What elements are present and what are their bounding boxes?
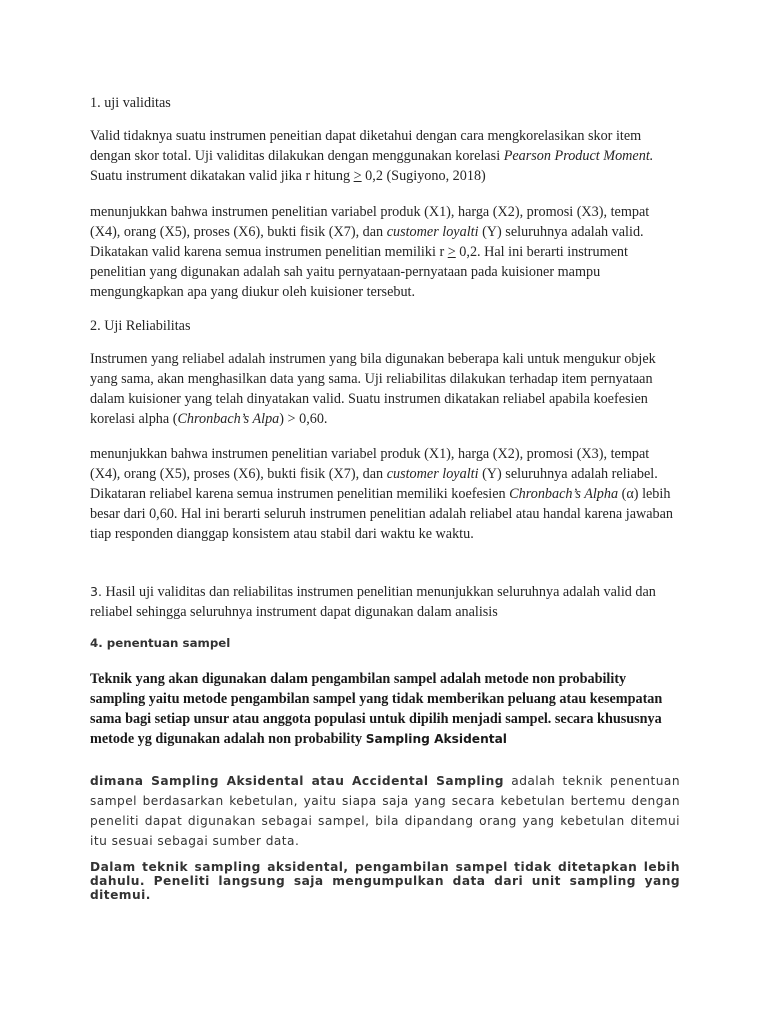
text-span: 0,2 (Sugiyono, 2018) xyxy=(361,168,486,184)
italic-term: Chronbach’s Alpa xyxy=(177,411,280,427)
italic-term: Chronbach’s Alpha xyxy=(509,486,619,502)
text-span: ) > 0,60. xyxy=(279,411,328,427)
italic-term: Pearson Product Moment. xyxy=(503,148,654,164)
section1-paragraph1 xyxy=(90,126,680,186)
section4-paragraph2: Dalam teknik sampling aksidental, pengambilan sampel tidak ditetapkan lebih dahulu. Peneliti langsung saja mengumpulkan data dari unit sampling yang ditemui. xyxy=(90,860,680,902)
text-span: (Y) seluruhnya adalah reliabel. Dikataran reliabel karena semua instrumen penelitian memiliki koefesien xyxy=(90,466,658,502)
text-span: 0,2. Hal ini berarti instrument penelitian yang digunakan adalah sah yaitu pernyataan-pernyataan pada kuisioner mampu mengungkapkan apa yang diukur oleh kuisioner tersebut. xyxy=(90,244,628,300)
section4-paragraph1 xyxy=(90,771,680,851)
bold-term: dimana Sampling Aksidental atau Accidental Sampling xyxy=(90,774,504,788)
ge-symbol: > xyxy=(353,168,362,184)
italic-term: customer loyalti xyxy=(386,224,479,240)
italic-term: customer loyalti xyxy=(386,466,479,482)
text-span: (Y) seluruhnya adalah valid. Dikatakan valid karena semua instrumen penelitian memiliki r xyxy=(90,224,644,260)
text-span: Teknik yang akan digunakan dalam pengambilan sampel adalah metode non probability sampling yaitu metode pengambilan sampel yang tidak memberikan peluang atau kesempatan sama bagi setiap unsur atau anggota populasi untuk dipilih menjadi sampel. secara khusus xyxy=(90,671,663,727)
text-span: menunjukkan bahwa instrumen penelitian variabel produk (X1), harga (X2), promosi (X3), tempat (X4), orang (X5), proses (X6), bukti fisik (X7), dan xyxy=(90,446,650,482)
text-span: (α) lebih besar dari 0,60. Hal ini berarti seluruh instrumen penelitian adalah reliabel atau handal karena jawaban tiap responden dianggap konsistem atau stabil dari waktu ke waktu. xyxy=(90,486,674,542)
text-span: Suatu instrument dikatakan valid jika r hitung xyxy=(90,168,354,184)
section2-paragraph1 xyxy=(90,349,680,429)
text-span: Valid tidaknya suatu instrumen peneitian dapat diketahui dengan cara mengkorelasikan skor item dengan skor total. Uji validitas dilakukan dengan menggunakan korelasi xyxy=(90,128,642,164)
section1-heading: 1. uji validitas xyxy=(90,95,171,111)
text-span: adalah teknik penentuan sampel berdasarkan kebetulan, yaitu siapa saja yang secara kebetulan bertemu dengan peneliti dapat digunakan sebagai sampel, bila dipandang orang yang kebetulan ditemui itu sesuai sebagai sumber data. xyxy=(90,774,680,848)
text-span: menunjukkan bahwa instrumen penelitian variabel produk (X1), harga (X2), promosi (X3), tempat (X4), orang (X5), proses (X6), bukti fisik (X7), dan xyxy=(90,204,650,240)
section2-paragraph2 xyxy=(90,444,680,544)
text-span: Hasil uji validitas dan reliabilitas instrumen penelitian menunjukkan seluruhnya adalah valid dan reliabel sehingga seluruhnya instrument dapat digunakan dalam analisis xyxy=(90,584,656,620)
section2-heading: 2. Uji Reliabilitas xyxy=(90,318,191,334)
text-span: nya metode yg digunakan adalah non probability xyxy=(90,711,662,747)
sampling-term: Sampling Aksidental xyxy=(365,732,507,746)
section4-heading: 4. penentuan sampel xyxy=(90,636,231,650)
section3-paragraph xyxy=(90,582,680,622)
section1-paragraph2 xyxy=(90,202,680,302)
section3-number: 3. xyxy=(90,584,102,599)
text-span: Instrumen yang reliabel adalah instrumen yang bila digunakan beberapa kali untuk mengukur objek yang sama, akan menghasilkan data yang sama. Uji reliabilitas dilakukan terhadap item pernyataan dalam kuisioner yang telah dinyatakan valid. Suatu instrumen dikatakan reliabel apabila koefesien korelasi alpha ( xyxy=(90,351,656,427)
ge-symbol: > xyxy=(447,244,456,260)
section4-bold-paragraph xyxy=(90,669,680,749)
